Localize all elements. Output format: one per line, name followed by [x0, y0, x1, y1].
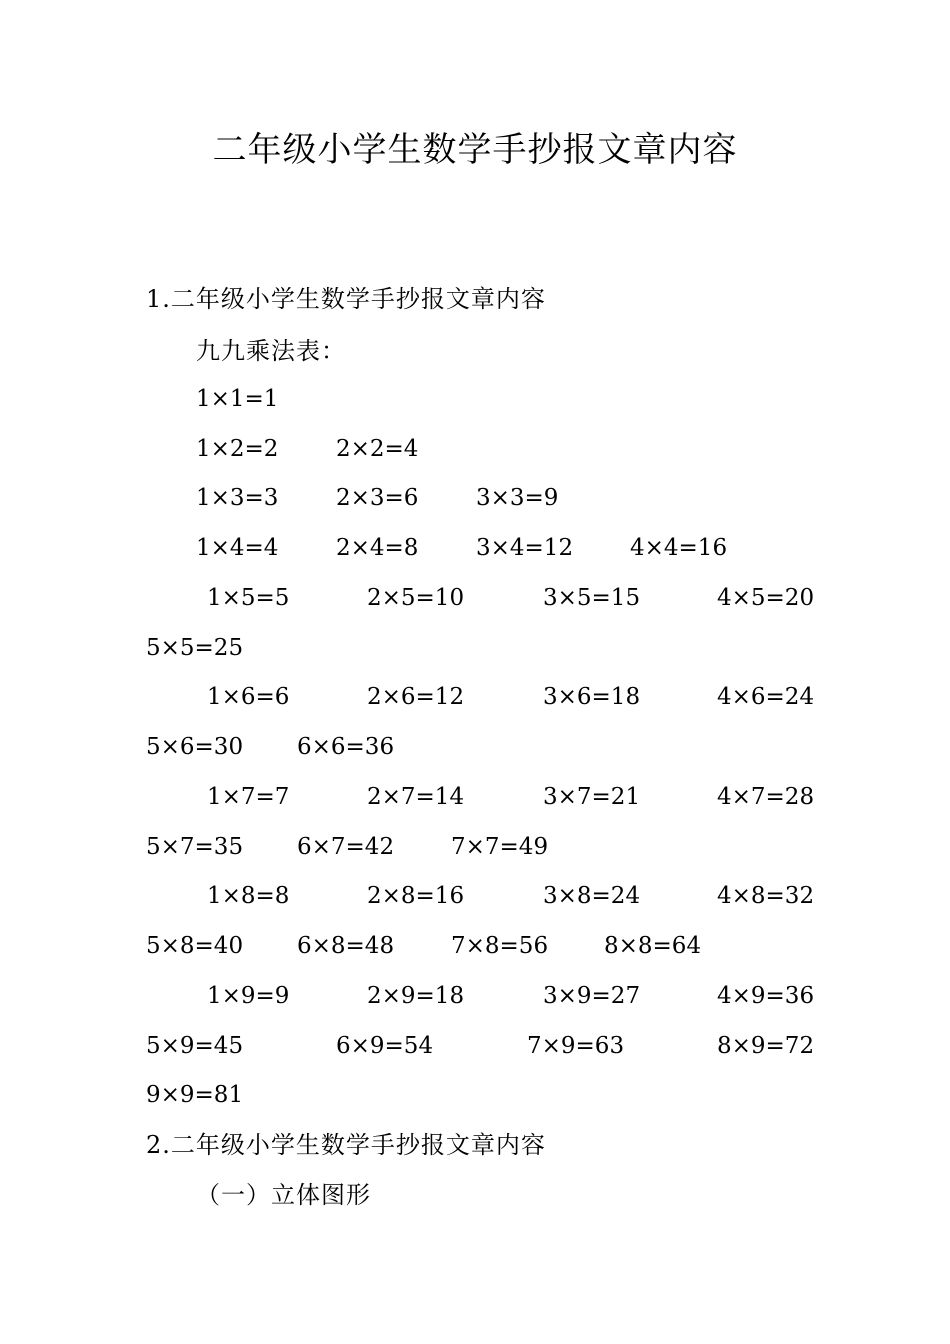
table-cell: 5×9=45	[146, 1033, 244, 1059]
table-cell: 3×9=27	[543, 983, 641, 1009]
table-cell: 4×4=16	[630, 535, 728, 561]
table-cell: 3×4=12	[476, 535, 574, 561]
table-cell: 3×6=18	[543, 684, 641, 710]
table-cell: 8×8=64	[604, 933, 702, 959]
table-cell: 4×8=32	[717, 883, 815, 909]
table-cell: 1×9=9	[207, 983, 290, 1009]
table-cell: 5×8=40	[146, 933, 244, 959]
table-cell: 6×9=54	[336, 1033, 434, 1059]
table-cell: 2×7=14	[367, 784, 465, 810]
table-cell: 9×9=81	[146, 1082, 244, 1108]
table-cell: 3×5=15	[543, 585, 641, 611]
table-cell: 3×8=24	[543, 883, 641, 909]
section-1-heading: 1.二年级小学生数学手抄报文章内容	[146, 285, 546, 313]
table-cell: 1×5=5	[207, 585, 290, 611]
table-cell: 3×3=9	[476, 485, 559, 511]
table-cell: 4×5=20	[717, 585, 815, 611]
table-cell: 5×6=30	[146, 734, 244, 760]
table-cell: 2×5=10	[367, 585, 465, 611]
multiplication-table-intro: 九九乘法表：	[196, 337, 346, 365]
table-cell: 8×9=72	[717, 1033, 815, 1059]
document-title: 二年级小学生数学手抄报文章内容	[212, 130, 738, 170]
table-cell: 6×7=42	[297, 834, 395, 860]
table-cell: 3×7=21	[543, 784, 641, 810]
table-cell: 1×4=4	[196, 535, 279, 561]
table-cell: 1×8=8	[207, 883, 290, 909]
table-cell: 2×3=6	[336, 485, 419, 511]
table-cell: 2×2=4	[336, 436, 419, 462]
table-cell: 4×6=24	[717, 684, 815, 710]
table-cell: 2×8=16	[367, 883, 465, 909]
table-cell: 2×6=12	[367, 684, 465, 710]
section-2-heading: 2.二年级小学生数学手抄报文章内容	[146, 1131, 546, 1159]
table-cell: 4×7=28	[717, 784, 815, 810]
table-cell: 1×1=1	[196, 386, 279, 412]
table-cell: 4×9=36	[717, 983, 815, 1009]
table-cell: 1×3=3	[196, 485, 279, 511]
table-cell: 1×6=6	[207, 684, 290, 710]
table-cell: 7×8=56	[451, 933, 549, 959]
table-cell: 7×7=49	[451, 834, 549, 860]
table-cell: 7×9=63	[527, 1033, 625, 1059]
table-cell: 5×5=25	[146, 635, 244, 661]
table-cell: 6×6=36	[297, 734, 395, 760]
table-cell: 2×9=18	[367, 983, 465, 1009]
table-cell: 6×8=48	[297, 933, 395, 959]
table-cell: 5×7=35	[146, 834, 244, 860]
table-cell: 1×2=2	[196, 436, 279, 462]
table-cell: 1×7=7	[207, 784, 290, 810]
table-cell: 2×4=8	[336, 535, 419, 561]
section-2-item-1: （一）立体图形	[196, 1181, 371, 1209]
